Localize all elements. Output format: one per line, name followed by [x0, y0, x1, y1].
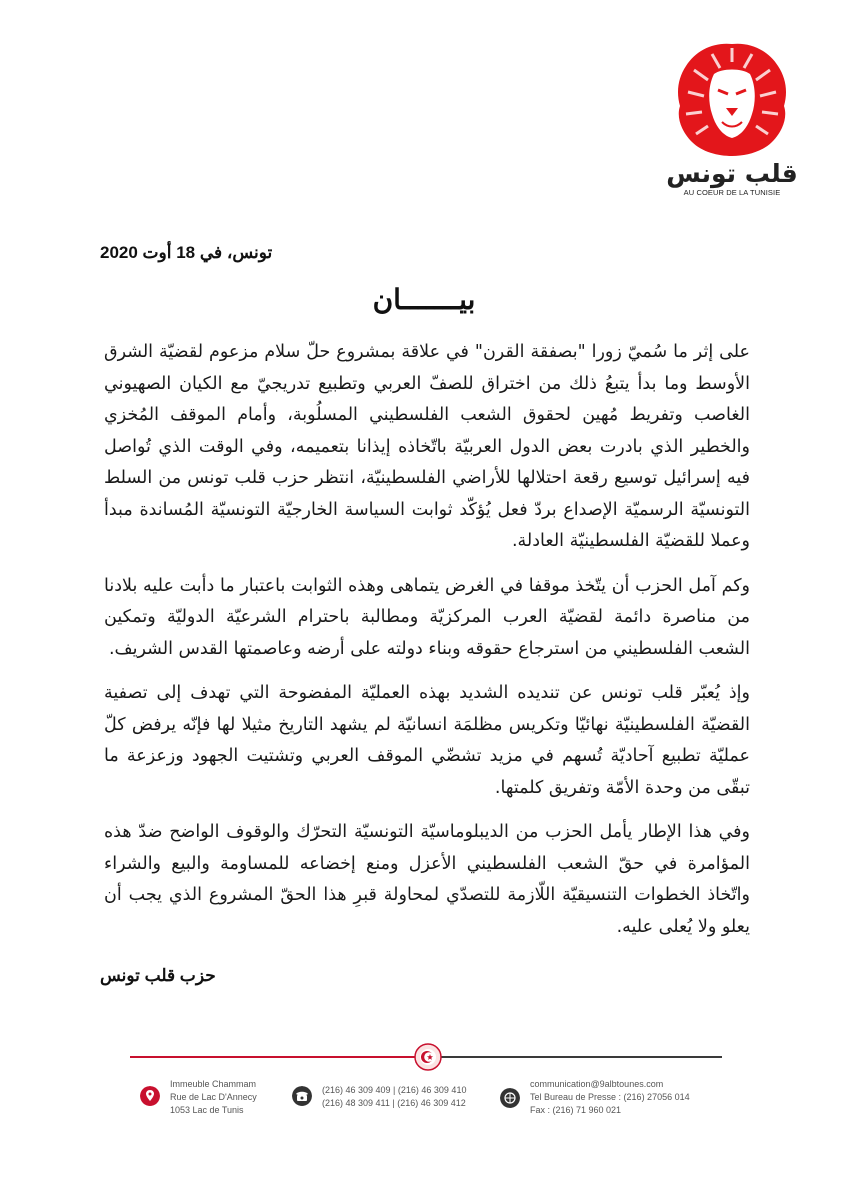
paragraph: وفي هذا الإطار يأمل الحزب من الديبلوماسيّة التونسيّة التحرّك والوقوف الواضح ضدّ هذه المؤامرة في حقّ الشعب الفلسطيني الأعزل ومنع إخضاعه للمساومة والبيع والشراء واتّخاذ الخطوات التنسيقيّة اللّازمة للتصدّي لمحاولة قبرِ هذا الحقّ المشروع الذي يجب أن يعلو ولا يُعلى عليه.	[104, 822, 750, 937]
logo-arabic-text: قلب تونس	[666, 159, 798, 188]
telephone-icon	[292, 1086, 312, 1106]
fax-number: Fax : (216) 71 960 021	[530, 1105, 622, 1115]
date-line: تونس، في 18 أوت 2020	[100, 243, 273, 262]
tunisia-flag-emblem-icon	[414, 1043, 442, 1071]
paragraph: على إثر ما سُميّ زورا "بصفقة القرن" في علاقة بمشروع حلّ سلام مزعوم لقضيّة الشرق الأوسط وما بدأ يتبعُ ذلك من اختراق للصفّ العربي وتطبيع تدريجيّ مع الكيان الصهيوني الغاصب وتفريط مُهين لحقوق الشعب الفلسطيني المسلُوبة، وأمام الموقف المُخزي والخطير الذي بادرت بعض الدول العربيّة باتّخاذه إيذانا بتعميمه، وفي الوقت الذي تُواصل فيه إسرائيل توسيع رقعة احتلالها للأراضي الفلسطينيّة، انتظر حزب قلب تونس من السلط التونسيّة الرسميّة الإصداع بردّ فعل يُؤكّد ثوابت السياسة الخارجيّة التونسيّة المُساندة مبدأ وعملا للقضيّة الفلسطينيّة العادلة.	[104, 342, 750, 551]
document-title: بيـــــــان	[372, 284, 476, 315]
phone-line: (216) 46 309 409 | (216) 46 309 410	[322, 1085, 467, 1095]
press-phone: Tel Bureau de Presse : (216) 27056 014	[530, 1092, 690, 1102]
document-body	[104, 337, 750, 956]
lion-head-icon	[672, 40, 792, 158]
logo-tagline: AU COEUR DE LA TUNISIE	[683, 188, 781, 197]
signature: حزب قلب تونس	[100, 966, 216, 985]
paragraph: وكم آمل الحزب أن يتّخذ موقفا في الغرض يتماهى وهذه الثوابت باعتبار ما دأبت عليه بلادنا من مناصرة دائمة لقضيّة العرب المركزيّة ومطالبة باحترام الشرعيّة الدوليّة وتمكين الشعب الفلسطيني من استرجاع حقوقه وبناء دولته على أرضه وعاصمتها القدس الشريف.	[104, 575, 750, 659]
address-line: Rue de Lac D'Annecy	[170, 1092, 257, 1102]
party-logo	[662, 40, 802, 197]
footer-divider-left	[130, 1056, 416, 1058]
location-pin-icon	[140, 1086, 160, 1106]
address-line: Immeuble Chammam	[170, 1079, 257, 1089]
address-line: 1053 Lac de Tunis	[170, 1105, 244, 1115]
email-link[interactable]: communication@9albtounes.com	[530, 1079, 664, 1089]
globe-icon	[500, 1088, 520, 1108]
paragraph: وإذ يُعبّر قلب تونس عن تنديده الشديد بهذه العمليّة المفضوحة التي تهدف إلى تصفية القضيّة الفلسطينيّة نهائيّا وتكريس مظلمَة انسانيّة لم يشهد التاريخ مثيلا لها فإنّه يرفض كلّ عمليّة تطبيع آحاديّة تُسهم في مزيد تشضّي الموقف العربي وتشتيت الجهود وزعزعة ما تبقّى من وحدة الأمّة وتفريق كلمتها.	[104, 683, 750, 798]
phone-line: (216) 48 309 411 | (216) 46 309 412	[322, 1098, 466, 1108]
footer-divider-right	[440, 1056, 722, 1058]
